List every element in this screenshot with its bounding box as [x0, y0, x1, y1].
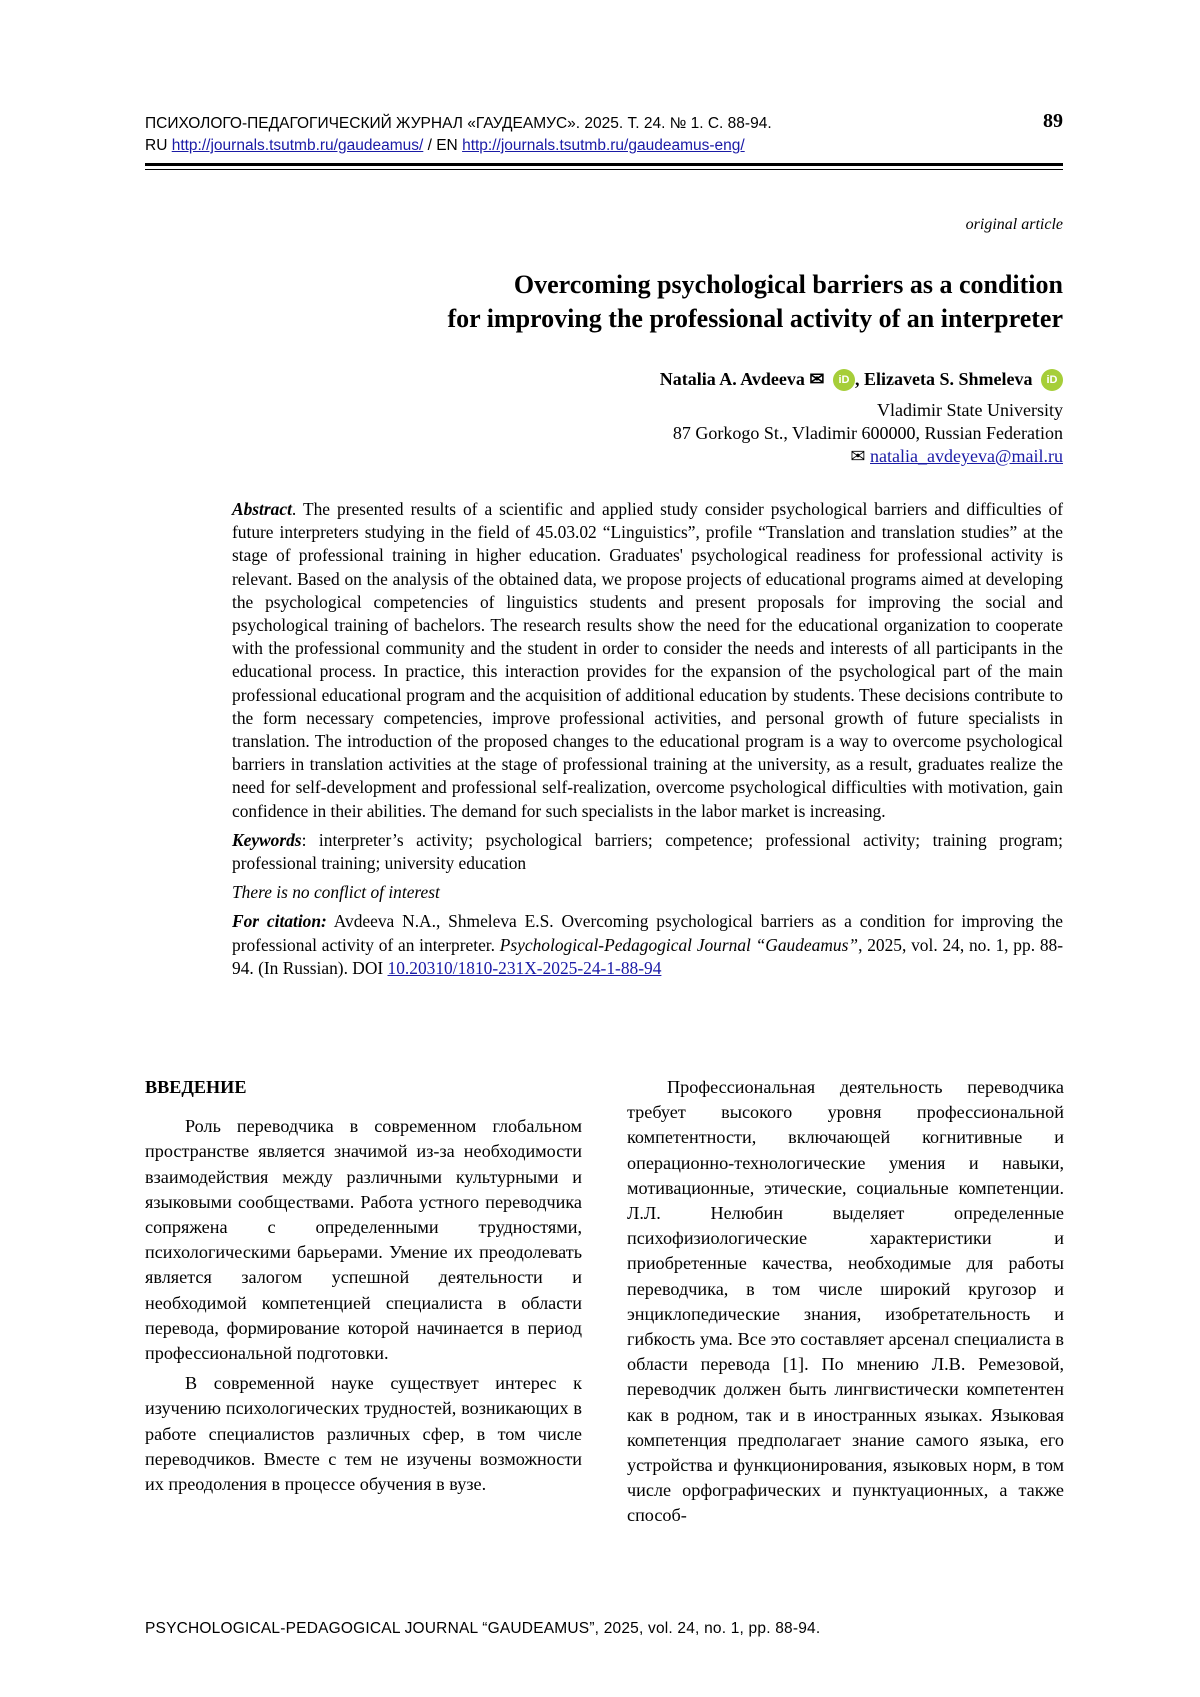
title-line-2: for improving the professional activity of an interpreter: [447, 304, 1063, 333]
page-number: 89: [1043, 110, 1063, 132]
journal-line: ПСИХОЛОГО-ПЕДАГОГИЧЕСКИЙ ЖУРНАЛ «ГАУДЕАМУС». 2025. Т. 24. № 1. С. 88-94.: [145, 115, 772, 132]
body-column-right: [627, 1075, 1064, 1534]
orcid-icon[interactable]: iD: [1041, 369, 1063, 391]
running-head: [145, 113, 1065, 157]
citation-journal: Psychological-Pedagogical Journal “Gaudeamus”: [499, 934, 859, 955]
paragraph: Роль переводчика в современном глобальном пространстве является значимой из-за необходимости взаимодействия между различными культурными и языковыми сообществами. Работа устного переводчика сопряжена с определенными трудностями, психологическими барьерами. Умение их преодолевать является залогом успешной деятельности и необходимой компетенцией специалиста в области перевода, формирование которой начинается в период профессиональной подготовки.: [145, 1116, 582, 1364]
paragraph: Профессиональная деятельность переводчика требует высокого уровня профессиональной компетентности, включающей когнитивные и операционно-технологические умения и навыки, мотивационные, этические, социальные компетенции. Л.Л. Нелюбин выделяет определенные психофизиологические характеристики и приобретенные качества, необходимые для работы переводчика, в том числе широкий кругозор и энциклопедические знания, изобретательность и гибкость ума. Все это составляет арсенал специалиста в области перевода [1]. По мнению Л.В. Ремезовой, переводчик должен быть лингвистически компетентен как в родном, так и в иностранных языках. Языковая компетенция предполагает знание самого языка, его устройства и функционирования, языковых норм, в том числе орфографических и пунктуационных, а также способ-: [627, 1077, 1064, 1526]
keywords-label: Keywords: [232, 829, 302, 850]
article-type: original article: [965, 216, 1063, 233]
author-separator: ,: [855, 369, 864, 389]
conflict-statement: There is no conflict of interest: [232, 882, 440, 903]
ru-label: RU: [145, 137, 168, 154]
orcid-icon[interactable]: iD: [833, 369, 855, 391]
abstract: [232, 498, 1063, 823]
mail-icon: ✉: [809, 369, 825, 389]
abstract-label: Abstract: [232, 499, 292, 519]
authors: [660, 369, 1063, 391]
journal-urls: [145, 135, 1065, 157]
citation-text: Avdeeva N.A., Shmeleva E.S. Overcoming psychological barriers as a condition for improving the professional activity of an interpreter.: [232, 911, 1063, 955]
url-separator: / EN: [427, 137, 458, 154]
citation: [232, 910, 1063, 980]
paragraph: В современной науке существует интерес к изучению психологических трудностей, возникающих в работе специалистов различных сфер, в том числе переводчиков. Вместе с тем не изучены возможности их преодоления в процессе обучения в вузе.: [145, 1373, 582, 1495]
abstract-block: [232, 498, 1063, 986]
header-rule-thick: [145, 163, 1063, 166]
article-title: [263, 268, 1063, 336]
contact-email-row: [673, 445, 1063, 468]
body-column-left: [145, 1075, 582, 1502]
header-rule-thin: [145, 169, 1063, 170]
address: 87 Gorkogo St., Vladimir 600000, Russian Federation: [672, 423, 1063, 443]
title-line-1: Overcoming psychological barriers as a condition: [513, 270, 1063, 299]
page-footer: PSYCHOLOGICAL-PEDAGOGICAL JOURNAL “GAUDEAMUS”, 2025, vol. 24, no. 1, pp. 88-94.: [145, 1620, 821, 1637]
author-2: Elizaveta S. Shmeleva: [864, 369, 1033, 389]
citation-label: For citation:: [232, 911, 327, 932]
keywords-text: : interpreter’s activity; psychological barriers; competence; professional activity; training program; professional training; university education: [232, 829, 1063, 874]
doi-link[interactable]: 10.20310/1810-231X-2025-24-1-88-94: [387, 957, 662, 978]
author-1: Natalia A. Avdeeva: [659, 369, 805, 389]
keywords: [232, 829, 1063, 875]
ru-journal-link[interactable]: http://journals.tsutmb.ru/gaudeamus/: [171, 137, 424, 154]
affiliation: Vladimir State University: [877, 400, 1063, 420]
email-link[interactable]: natalia_avdeyeva@mail.ru: [870, 446, 1063, 466]
citation-tail: , 2025, vol. 24, no. 1, pp. 88-94. (In Russian). DOI: [232, 934, 1063, 978]
en-journal-link[interactable]: http://journals.tsutmb.ru/gaudeamus-eng/: [462, 137, 745, 154]
affiliation-block: [673, 399, 1063, 468]
mail-icon: ✉: [850, 446, 866, 466]
section-heading: ВВЕДЕНИЕ: [145, 1077, 247, 1097]
abstract-text: . The presented results of a scientific and applied study consider psychological barriers and difficulties of future interpreters studying in the field of 45.03.02 “Linguistics”, profile “Translation and translation studies” at the stage of professional training in higher education. Graduates' psychological readiness for professional activity is relevant. Based on the analysis of the obtained data, we propose projects of educational programs aimed at developing the psychological competencies of linguistics students and present proposals for improving the social and psychological training of bachelors. The research results show the need for the educational organization to cooperate with the professional community and the student in order to consider the needs and interests of all participants in the educational process. In practice, this interaction provides for the expansion of the psychological part of the main professional educational program and the acquisition of additional education by students. These decisions contribute to the form necessary competencies, improve professional activities, and personal growth of future specialists in translation. The introduction of the proposed changes to the educational program is a way to overcome psychological barriers in translation activities at the stage of professional training at the university, as a result, graduates realize the need for self-development and professional self-realization, overcome psychological difficulties with motivation, gain confidence in their abilities. The demand for such specialists in the labor market is increasing.: [232, 499, 1063, 821]
